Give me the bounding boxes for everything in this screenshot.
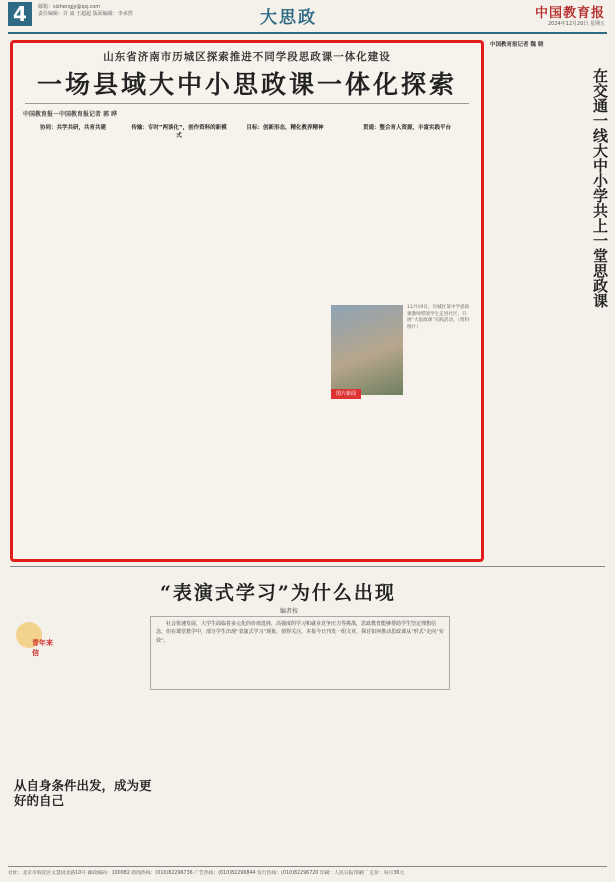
editor-note-box: 社会快速发展，大学生面临着多元化的价值选择，高强度的学习和就业竞争压力等挑战，思政教育能够帮助学生坚定理想信念，但在课堂教学中，部分学生出现“表演式学习”现象，值得关注。本报今日刊发一组文章，探讨如何推动思政课从“形式”走向“实效”。 [150,616,450,690]
issue-date: 2024年12月20日 星期五 [547,21,605,27]
commentary-title: 在交通一线大中小学共上一堂思政课 [591,68,609,308]
article-kicker: 山东省济南市历城区探索推进不同学段思政课一体化建设 [103,51,391,63]
lower-column-4 [458,620,606,860]
article-column-1 [23,119,123,555]
masthead-editors: 责任编辑：许 嵩 王超超 版面编辑：李承然 [38,11,133,17]
masthead [0,0,615,34]
article-column-2 [129,119,229,555]
youth-letter-text [12,664,148,774]
subhead-2: 传输：专时”两谈化”，创作资料的新模式 [131,125,227,139]
commentary-author: 中国教育报记者 魏 晓 [490,42,544,48]
page-number: 4 [8,2,32,26]
page-footer: 社址：北京市海淀区文慧园北路10号 邮政编码：100082 新闻热线：(010)82296736 广告热线：(010)82296844 发行热线：(010)82296720 印刷：人民日报印刷厂 定价：每月36元 [8,866,607,876]
paper-logo: 中国教育报 [534,6,605,21]
youth-letter-logo [14,620,58,660]
article-byline: 中国教育报－中国教育报记者 郭 晔 [23,111,118,118]
highlighted-feature-article[interactable] [10,40,484,562]
subhead-4: 贯通：整合育人资源，丰富实践平台 [362,125,451,131]
headline-rule [25,103,469,104]
masthead-email: 邮箱：sizhengjy@qq.com [38,4,101,10]
photo-caption: 12月19日，历城区某中学思政课教师带领学生走进社区，开展“大思政课”实践活动。（资料图片） [407,305,470,330]
subhead-3: 目标：创新形态，精化教养精神 [246,125,324,131]
lower-column-2 [252,694,348,860]
editor-note-label: 编者按 [280,608,299,615]
article-headline: 一场县域大中小思政课一体化探索 [36,70,457,99]
masthead-rule [8,32,607,34]
subhead-1: 协同：共学共研，共育共建 [39,125,106,131]
commentary-text [490,52,578,557]
lower-headline: “表演式学习”为什么出现 [160,582,396,604]
commentary-column [490,40,608,560]
youth-letter-text-2 [12,812,148,862]
lower-column-1 [150,694,246,860]
news-photo [331,305,403,395]
masthead-meta [38,4,188,18]
section-divider [10,566,605,567]
section-title: 大思政 [260,8,317,28]
article-column-3 [235,119,335,555]
youth-letter-headline: 从自身条件出发，成为更好的自己 [14,778,152,808]
lower-column-3 [354,694,450,860]
youth-logo-text: 青年来信 [32,639,53,657]
photo-badge: 图片新闻 [331,389,361,399]
article-column-4 [341,119,473,299]
